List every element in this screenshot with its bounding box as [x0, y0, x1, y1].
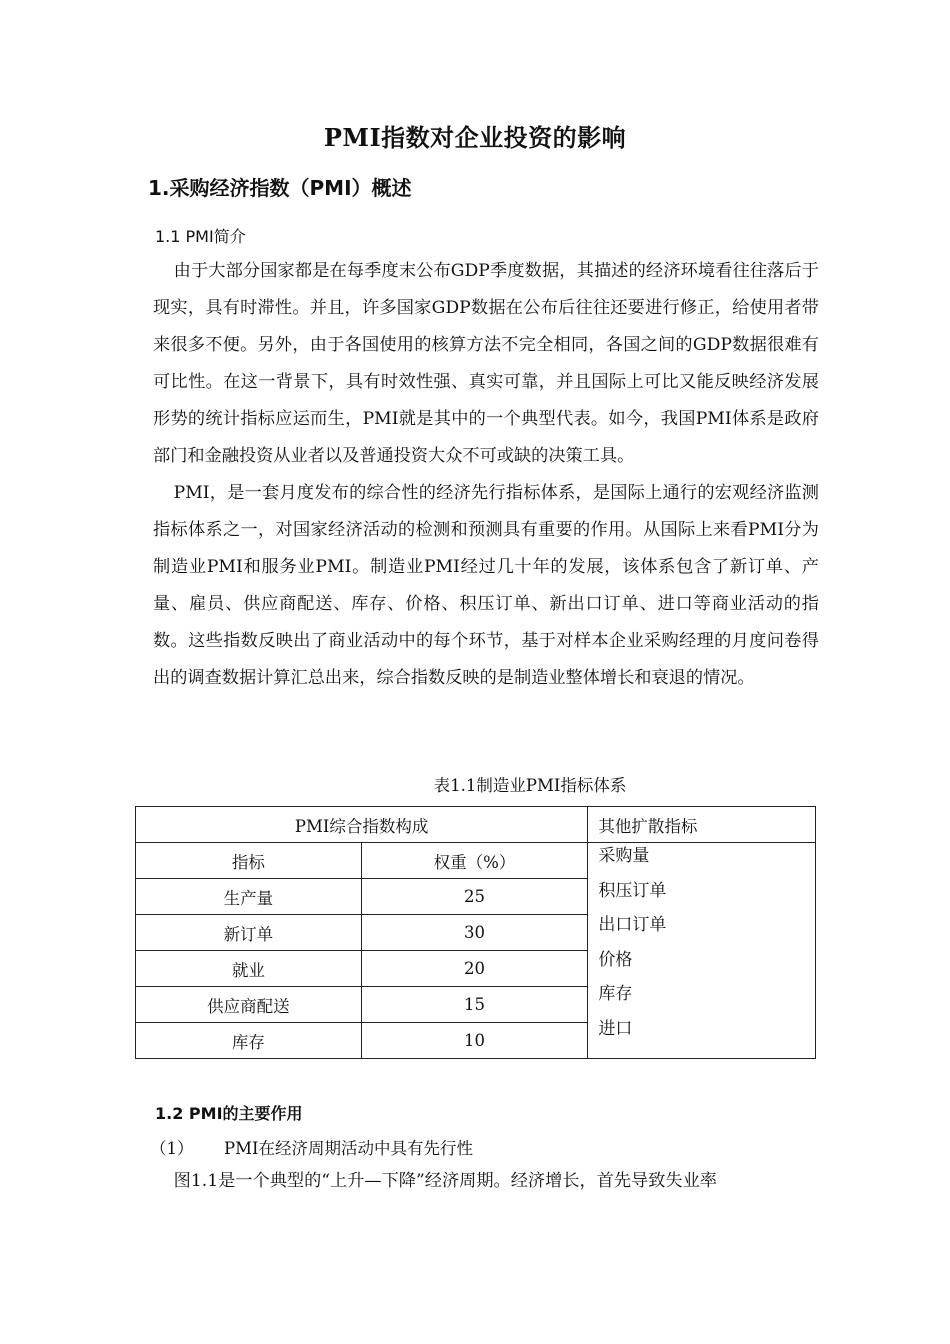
indicator-cell: 新订单 — [136, 915, 362, 951]
weight-cell: 15 — [361, 987, 588, 1023]
weight-cell: 25 — [361, 879, 588, 915]
weight-cell: 10 — [361, 1023, 588, 1059]
list-item-1 — [150, 1135, 473, 1159]
table-caption: 表1.1制造业PMI指标体系 — [433, 776, 627, 795]
other-indicator-item: 采购量 — [598, 846, 650, 866]
table-row — [136, 807, 816, 843]
table-row — [136, 843, 816, 879]
weight-cell: 20 — [361, 951, 588, 987]
section-1-1-heading: 1.1 PMI简介 — [155, 227, 246, 246]
indicator-cell: 生产量 — [136, 879, 362, 915]
section-1-2-body — [153, 1163, 819, 1200]
list-item-number: （1） — [150, 1139, 194, 1158]
other-header-cell: 其他扩散指标 — [588, 807, 816, 843]
paragraph-2: PMI，是一套月度发布的综合性的经济先行指标体系，是国际上通行的宏观经济监测指标体系之一，对国家经济活动的检测和预测具有重要的作用。从国际上来看PMI分为制造业PMI和服务业PMI。制造业PMI经过几十年的发展，该体系包含了新订单、产量、雇员、供应商配送、库存、价格、积压订单、新出口订单、进口等商业活动的指数。这些指数反映出了商业活动中的每个环节，基于对样本企业采购经理的月度问卷得出的调查数据计算汇总出来，综合指数反映的是制造业整体增长和衰退的情况。 — [153, 483, 819, 688]
indicator-cell: 供应商配送 — [136, 987, 362, 1023]
other-indicator-item: 进口 — [598, 1018, 633, 1039]
other-indicator-item: 积压订单 — [598, 880, 667, 901]
other-indicator-item: 价格 — [598, 949, 633, 970]
pmi-indicator-table — [135, 806, 816, 1059]
other-indicators-cell — [588, 843, 816, 1059]
document-title: PMI指数对企业投资的影响 — [323, 123, 627, 152]
paragraph-1: 由于大部分国家都是在每季度末公布GDP季度数据，其描述的经济环境看往往落后于现实，具有时滞性。并且，许多国家GDP数据在公布后往往还要进行修正，给使用者带来很多不便。另外，由于各国使用的核算方法不完全相同，各国之间的GDP数据很难有可比性。在这一背景下，具有时效性强、真实可靠，并且国际上可比又能反映经济发展形势的统计指标应运而生，PMI就是其中的一个典型代表。如今，我国PMI体系是政府部门和金融投资从业者以及普通投资大众不可或缺的决策工具。 — [153, 261, 819, 466]
weight-cell: 30 — [361, 915, 588, 951]
other-indicator-item: 出口订单 — [598, 915, 667, 935]
indicator-column-header: 指标 — [136, 843, 362, 879]
section-1-2-heading: 1.2 PMI的主要作用 — [155, 1104, 303, 1123]
section-1-heading: 1.采购经济指数（PMI）概述 — [148, 176, 412, 200]
weight-column-header: 权重（%） — [361, 843, 588, 879]
other-indicator-item: 库存 — [598, 984, 633, 1004]
list-item-text: PMI在经济周期活动中具有先行性 — [224, 1139, 474, 1158]
indicator-cell: 库存 — [136, 1023, 362, 1059]
paragraph-3: 图1.1是一个典型的“上升—下降”经济周期。经济增长，首先导致失业率 — [173, 1171, 717, 1191]
section-1-1-body — [153, 253, 819, 697]
composite-header-cell: PMI综合指数构成 — [136, 807, 588, 843]
indicator-cell: 就业 — [136, 951, 362, 987]
